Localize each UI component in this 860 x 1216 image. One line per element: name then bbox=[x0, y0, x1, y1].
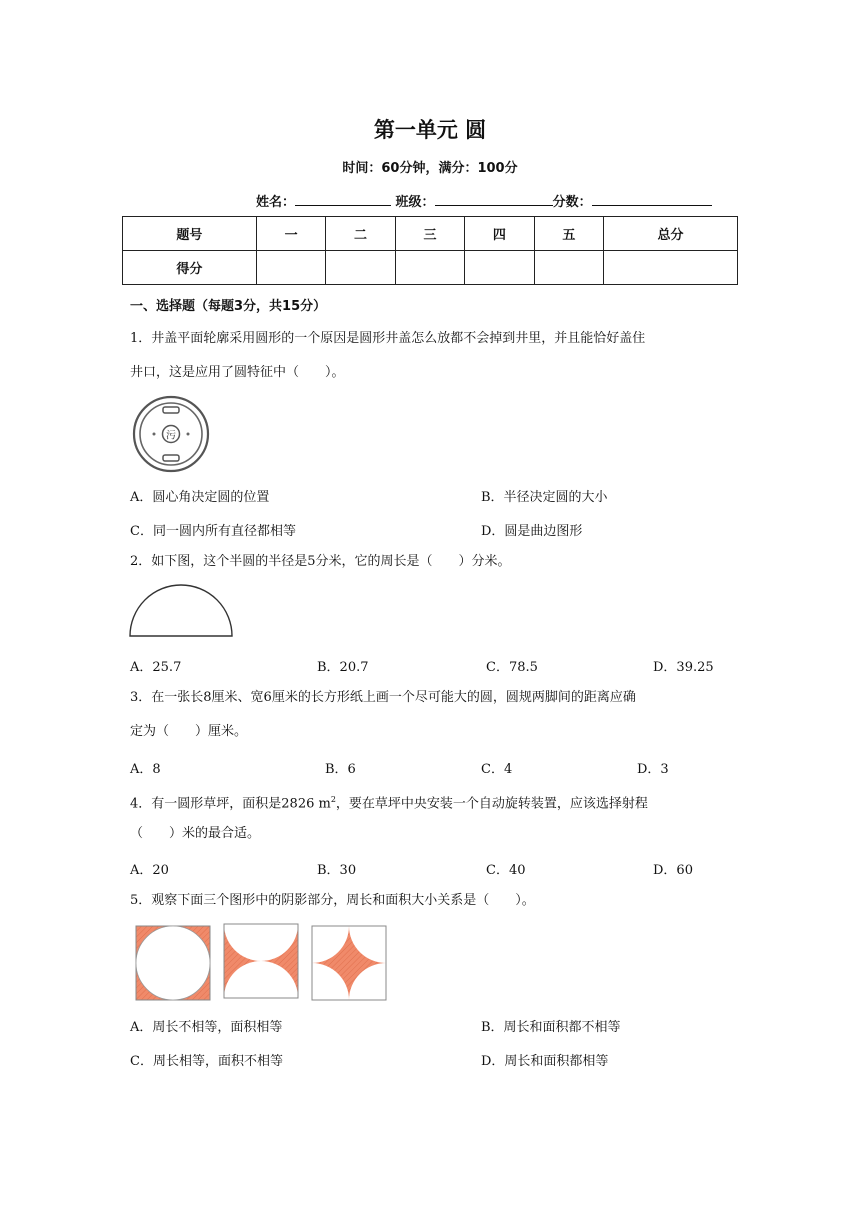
q2-option-b[interactable]: B．20.7 bbox=[317, 660, 369, 675]
name-label: 姓名： bbox=[256, 195, 296, 210]
q4-option-c[interactable]: C．40 bbox=[486, 863, 526, 878]
question-4-line-2: （ ）米的最合适。 bbox=[130, 826, 261, 841]
q2-option-d[interactable]: D．39.25 bbox=[653, 660, 714, 675]
question-3-line-1: 3．在一张长8厘米、宽6厘米的长方形纸上画一个尽可能大的圆，圆规两脚间的距离应确 bbox=[130, 690, 636, 705]
q4-option-b[interactable]: B．30 bbox=[317, 863, 357, 878]
score-row-label: 得分 bbox=[123, 251, 257, 285]
score-header-cell: 二 bbox=[326, 217, 395, 251]
score-cell[interactable] bbox=[534, 251, 603, 285]
q1-option-c[interactable]: C．同一圆内所有直径都相等 bbox=[130, 524, 296, 539]
q4-option-a[interactable]: A．20 bbox=[130, 863, 169, 878]
score-header-cell: 四 bbox=[465, 217, 534, 251]
q4-text-b: ，要在草坪中央安装一个自动旋转装置，应该选择射程 bbox=[335, 796, 648, 812]
figure-square-four-quarter-circles bbox=[312, 926, 386, 1000]
score-cell[interactable] bbox=[465, 251, 534, 285]
manhole-glyph: 污 bbox=[166, 430, 176, 442]
question-1-line-1: 1．井盖平面轮廓采用圆形的一个原因是圆形井盖怎么放都不会掉到井里，并且能恰好盖住 bbox=[130, 331, 646, 346]
figure-square-two-semicircles bbox=[224, 924, 298, 998]
q3-option-b[interactable]: B．6 bbox=[325, 762, 356, 777]
class-label: 班级： bbox=[395, 195, 435, 210]
name-blank[interactable] bbox=[295, 191, 391, 206]
q5-option-a[interactable]: A．周长不相等，面积相等 bbox=[130, 1020, 283, 1035]
q4-option-d[interactable]: D．60 bbox=[653, 863, 693, 878]
score-header-cell: 三 bbox=[395, 217, 464, 251]
shaded-figures bbox=[134, 922, 388, 1002]
q3-option-c[interactable]: C．4 bbox=[481, 762, 513, 777]
exam-time-info: 时间：60分钟，满分：100分 bbox=[342, 161, 518, 176]
q4-superscript: 2 bbox=[330, 795, 336, 804]
score-label: 分数： bbox=[552, 195, 592, 210]
score-header-cell: 一 bbox=[256, 217, 325, 251]
score-header-cell: 题号 bbox=[123, 217, 257, 251]
score-cell[interactable] bbox=[256, 251, 325, 285]
score-cell[interactable] bbox=[326, 251, 395, 285]
q1-option-d[interactable]: D．圆是曲边图形 bbox=[481, 524, 583, 539]
score-header-cell: 总分 bbox=[604, 217, 738, 251]
score-table-score-row bbox=[123, 251, 738, 285]
question-3-line-2: 定为（ ）厘米。 bbox=[130, 724, 248, 739]
q2-option-a[interactable]: A．25.7 bbox=[130, 660, 182, 675]
score-cell[interactable] bbox=[604, 251, 738, 285]
q5-option-c[interactable]: C．周长相等，面积不相等 bbox=[130, 1054, 283, 1069]
q4-text-a: 4．有一圆形草坪，面积是2826 m bbox=[130, 796, 331, 812]
q2-option-c[interactable]: C．78.5 bbox=[486, 660, 538, 675]
question-4-line-1 bbox=[130, 783, 648, 821]
manhole-cover-figure bbox=[130, 395, 212, 473]
q5-option-b[interactable]: B．周长和面积都不相等 bbox=[481, 1020, 621, 1035]
class-blank[interactable] bbox=[435, 191, 553, 206]
score-table bbox=[122, 216, 738, 285]
figure-square-circle bbox=[136, 926, 210, 1000]
q3-option-a[interactable]: A．8 bbox=[130, 762, 161, 777]
student-info-line bbox=[256, 191, 712, 210]
section-title: 一、选择题（每题3分，共15分） bbox=[130, 299, 327, 314]
q1-option-b[interactable]: B．半径决定圆的大小 bbox=[481, 490, 608, 505]
question-5-line-1: 5．观察下面三个图形中的阴影部分，周长和面积大小关系是（ ）。 bbox=[130, 893, 535, 908]
score-blank[interactable] bbox=[592, 191, 712, 206]
score-cell[interactable] bbox=[395, 251, 464, 285]
score-header-cell: 五 bbox=[534, 217, 603, 251]
q3-option-d[interactable]: D．3 bbox=[637, 762, 669, 777]
q1-option-a[interactable]: A．圆心角决定圆的位置 bbox=[130, 490, 270, 505]
page-title: 第一单元 圆 bbox=[373, 118, 487, 142]
score-table-header-row bbox=[123, 217, 738, 251]
question-1-line-2: 井口，这是应用了圆特征中（ ）。 bbox=[130, 365, 345, 380]
question-2-line-1: 2．如下图，这个半圆的半径是5分米，它的周长是（ ）分米。 bbox=[130, 554, 511, 569]
semicircle-figure bbox=[128, 584, 234, 640]
q5-option-d[interactable]: D．周长和面积都相等 bbox=[481, 1054, 609, 1069]
